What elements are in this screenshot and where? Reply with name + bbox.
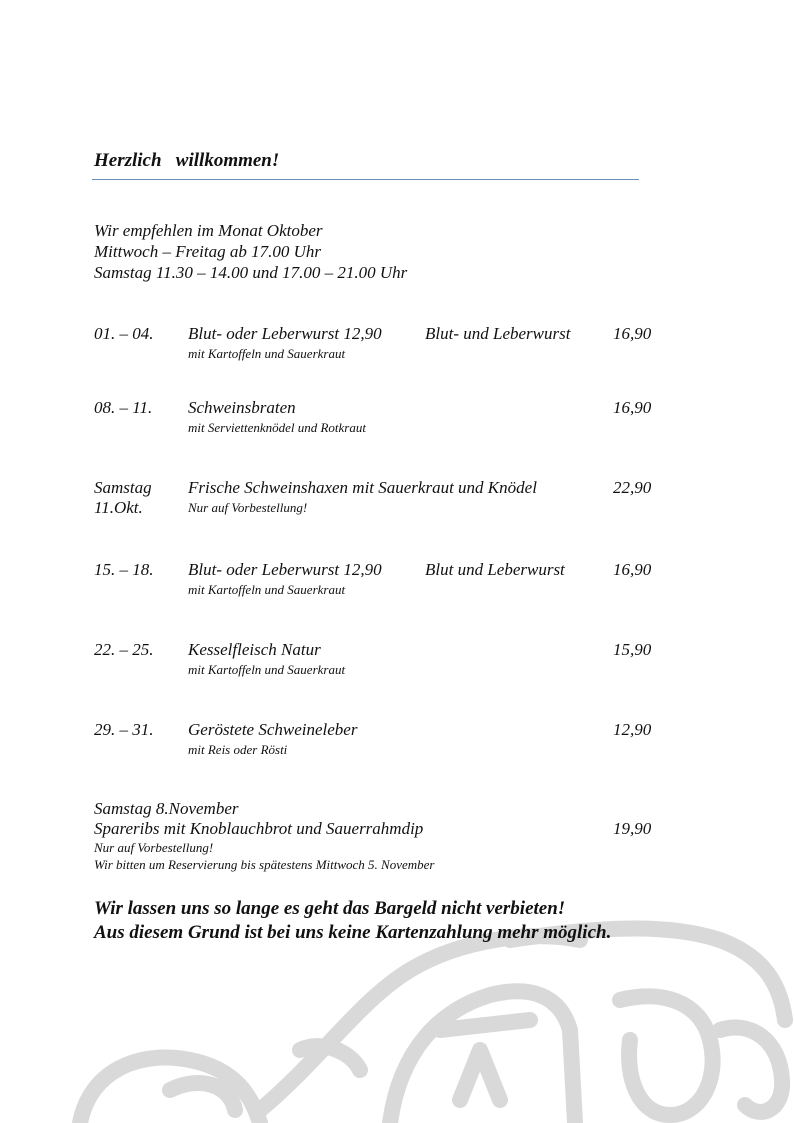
entry-sides: mit Serviettenknödel und Rotkraut: [188, 420, 366, 435]
entry-price: 12,90: [613, 720, 652, 739]
entry-price: 16,90: [613, 398, 652, 417]
entry-sides: mit Kartoffeln und Sauerkraut: [188, 582, 346, 597]
entry-date-detail: 11.Okt.: [94, 498, 143, 517]
special-title: Spareribs mit Knoblauchbrot und Sauerrahmdip: [94, 819, 424, 838]
entry-price: 16,90: [613, 324, 652, 343]
entry-sides: mit Kartoffeln und Sauerkraut: [188, 346, 346, 361]
title-divider: [92, 179, 639, 180]
special-date: Samstag 8.November: [94, 799, 239, 818]
intro-line-saturday-hours: Samstag 11.30 – 14.00 und 17.00 – 21.00 Uhr: [94, 263, 408, 282]
special-reservation-note: Wir bitten um Reservierung bis spätestens Mittwoch 5. November: [94, 857, 435, 872]
page-title: Herzlich willkommen!: [94, 150, 280, 171]
entry-title: Blut- oder Leberwurst 12,90: [188, 324, 382, 343]
intro-line-month: Wir empfehlen im Monat Oktober: [94, 221, 323, 240]
entry-title: Geröstete Schweineleber: [188, 720, 358, 739]
entry-date: 08. – 11.: [94, 398, 153, 417]
entry-title: Frische Schweinshaxen mit Sauerkraut und Knödel: [188, 478, 537, 497]
entry-title-alt: Blut und Leberwurst: [425, 560, 565, 579]
notice-line-no-card: Aus diesem Grund ist bei uns keine Kartenzahlung mehr möglich.: [94, 922, 612, 943]
entry-sides: mit Kartoffeln und Sauerkraut: [188, 662, 346, 677]
entry-date: 29. – 31.: [94, 720, 154, 739]
notice-line-cash: Wir lassen uns so lange es geht das Bargeld nicht verbieten!: [94, 898, 566, 919]
entry-title: Blut- oder Leberwurst 12,90: [188, 560, 382, 579]
special-note: Nur auf Vorbestellung!: [94, 840, 214, 855]
intro-block: [94, 220, 407, 283]
intro-line-weekday-hours: Mittwoch – Freitag ab 17.00 Uhr: [94, 242, 321, 261]
entry-price: 15,90: [613, 640, 652, 659]
entry-date: Samstag: [94, 478, 152, 497]
entry-date: 22. – 25.: [94, 640, 154, 659]
payment-notice: [94, 897, 611, 945]
entry-note: Nur auf Vorbestellung!: [188, 500, 308, 515]
special-event: [94, 799, 674, 873]
entry-title: Kesselfleisch Natur: [188, 640, 321, 659]
entry-title-alt: Blut- und Leberwurst: [425, 324, 571, 343]
entry-price: 16,90: [613, 560, 652, 579]
entry-sides: mit Reis oder Rösti: [188, 742, 288, 757]
entry-title: Schweinsbraten: [188, 398, 296, 417]
entry-price: 22,90: [613, 478, 652, 497]
special-price: 19,90: [613, 819, 652, 838]
entry-date: 01. – 04.: [94, 324, 154, 343]
entry-date: 15. – 18.: [94, 560, 154, 579]
